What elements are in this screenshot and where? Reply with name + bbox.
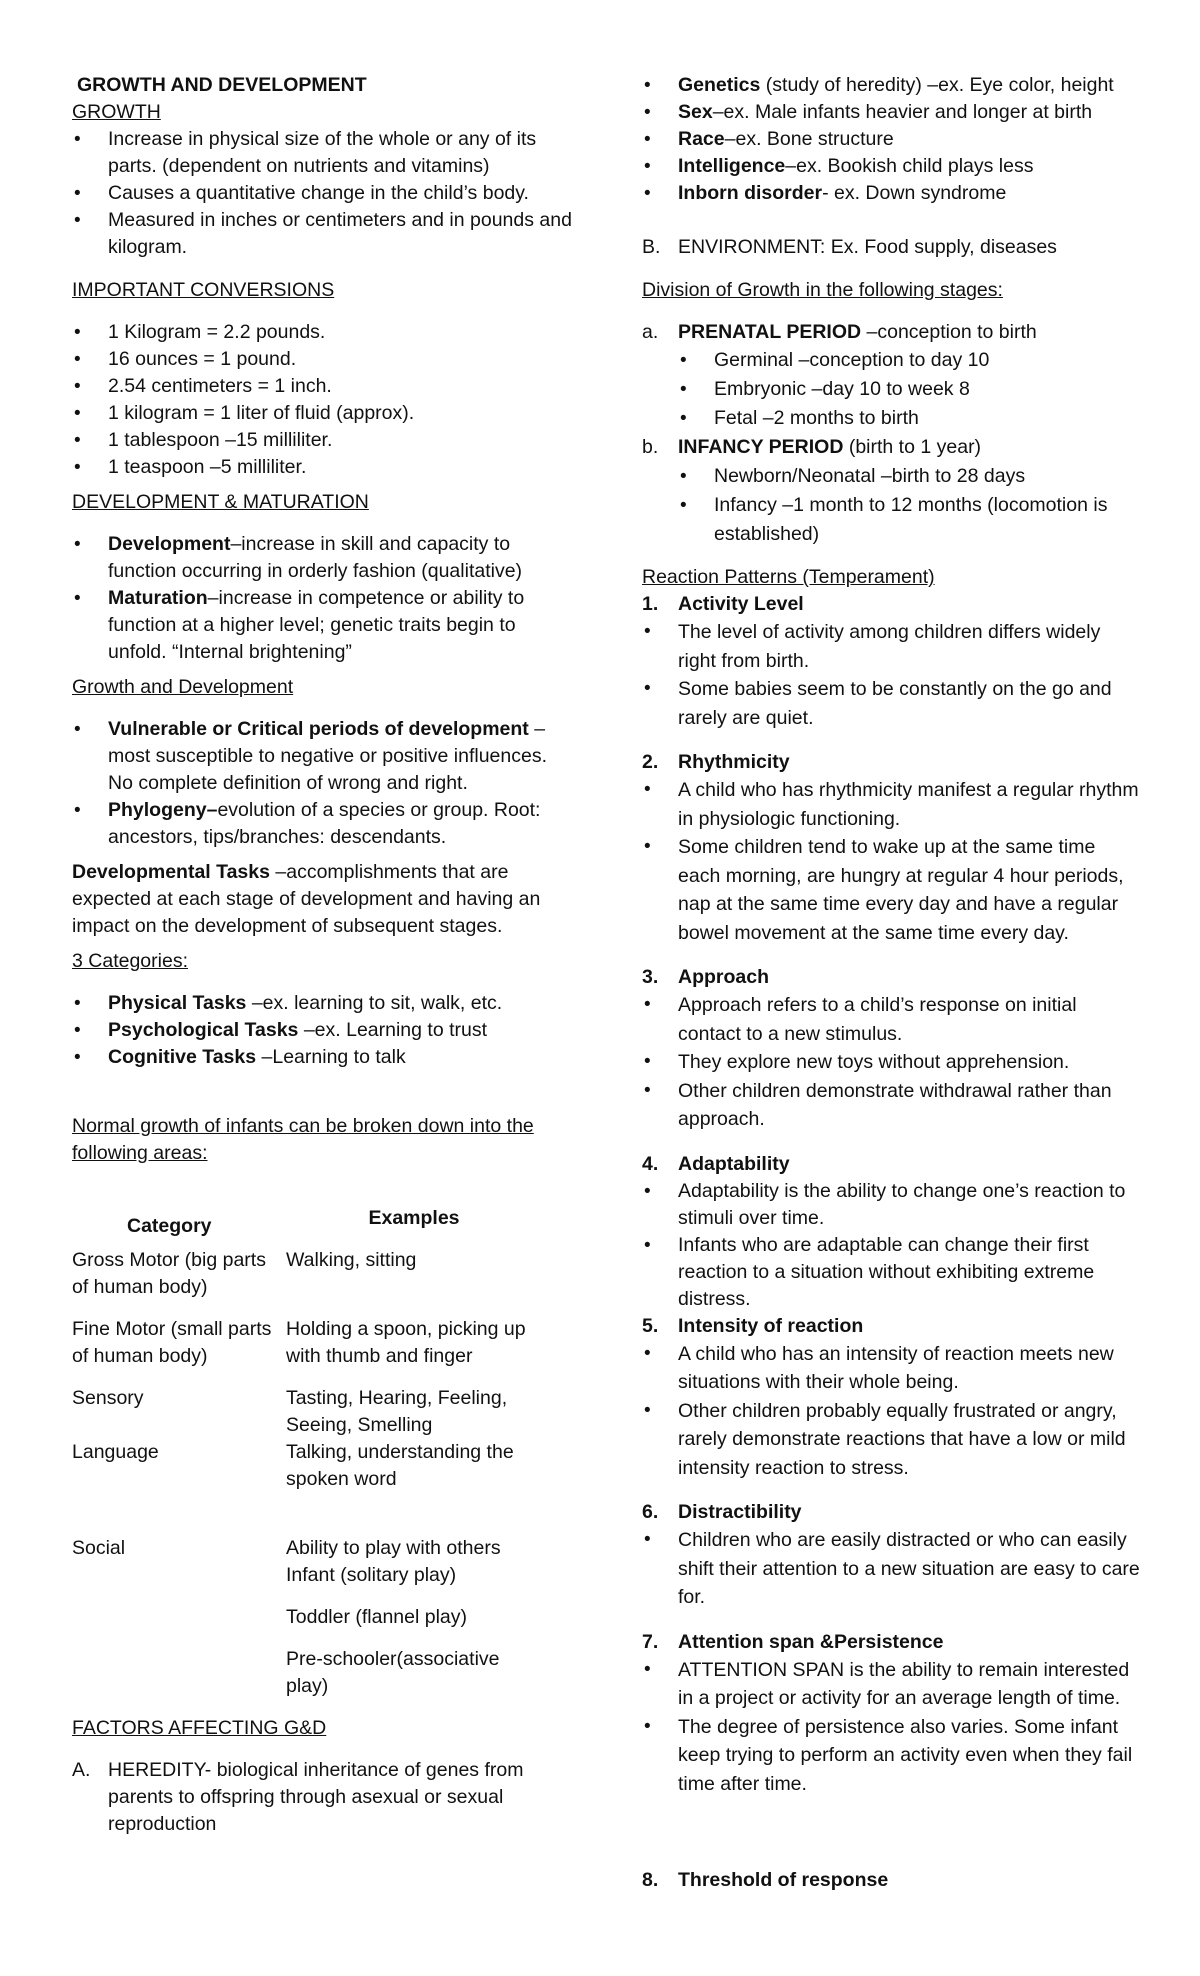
document-title: GROWTH AND DEVELOPMENT xyxy=(77,74,367,96)
list-item xyxy=(642,319,1142,346)
devmat-heading: DEVELOPMENT & MATURATION xyxy=(72,491,369,513)
list-item xyxy=(642,433,1142,462)
list-item: • Infancy –1 month to 12 months (locomotion is established) xyxy=(642,491,1142,549)
definition: –ex. learning to sit, walk, etc. xyxy=(246,992,503,1014)
pattern-title xyxy=(642,591,1142,618)
examples-cell: Tasting, Hearing, Feeling, Seeing, Smelling xyxy=(286,1387,508,1436)
list-item: • Children who are easily distracted or who can easily shift their attention to a new situation are easy to care for. xyxy=(642,1526,1142,1612)
list-item: • Other children probably equally frustrated or angry, rarely demonstrate reactions that have a low or mild intensity reaction to stress. xyxy=(642,1397,1142,1483)
heredity-list xyxy=(642,72,1142,207)
pattern-title-text: Attention span &Persistence xyxy=(678,1630,944,1653)
item-label: A. xyxy=(72,1759,91,1781)
definition: evolution of a species or group. Root: ancestors, tips/branches: descendants. xyxy=(108,799,541,848)
definition: –ex. Male infants heavier and longer at birth xyxy=(712,101,1093,123)
pattern-threshold xyxy=(642,1867,1142,1894)
pattern-items xyxy=(642,991,1142,1134)
list-item: • 2.54 centimeters = 1 inch. xyxy=(72,373,572,400)
list-item: • They explore new toys without apprehension. xyxy=(642,1048,1142,1077)
list-item: • A child who has an intensity of reaction meets new situations with their whole being. xyxy=(642,1340,1142,1397)
factors-list xyxy=(72,1757,572,1838)
list-item: • Measured in inches or centimeters and in pounds and kilogram. xyxy=(72,207,572,261)
pattern-title xyxy=(642,964,1142,991)
pattern-approach xyxy=(642,964,1142,1134)
pattern-number: 2. xyxy=(642,751,659,773)
pattern-items xyxy=(642,776,1142,947)
definition: – most susceptible to negative or positive influences. No complete definition of wrong and right. xyxy=(108,718,547,794)
pattern-items xyxy=(642,1526,1142,1612)
category-cell: Sensory xyxy=(72,1387,144,1409)
list-item: • Embryonic –day 10 to week 8 xyxy=(642,375,1142,404)
left-column xyxy=(72,72,572,1838)
list-item: • The degree of persistence also varies. Some infant keep trying to perform an activity even when they fail time after time. xyxy=(642,1713,1142,1799)
pattern-title-text: Rhythmicity xyxy=(678,751,790,773)
reaction-patterns-heading: Reaction Patterns (Temperament) xyxy=(642,566,935,588)
gd-list xyxy=(72,716,572,851)
pattern-number: 1. xyxy=(642,593,659,615)
list-item xyxy=(642,180,1142,207)
pattern-title-text: Adaptability xyxy=(678,1152,790,1175)
term: Inborn disorder xyxy=(678,182,823,204)
pattern-number: 7. xyxy=(642,1630,659,1653)
definition: –accomplishments that are expected at each stage of development and having an impact on the development of subsequent stages. xyxy=(72,861,541,937)
category-cell: Gross Motor (big parts of human body) xyxy=(72,1249,266,1298)
pattern-items xyxy=(642,618,1142,732)
item-label: B. xyxy=(642,236,661,258)
table-header-row xyxy=(72,1205,542,1247)
pattern-adaptability xyxy=(642,1151,1142,1313)
table-row xyxy=(72,1439,542,1535)
list-item: • Some babies seem to be constantly on the go and rarely are quiet. xyxy=(642,675,1142,732)
table-row xyxy=(72,1535,542,1700)
categories-list xyxy=(72,990,572,1071)
item-label: a. xyxy=(642,321,659,343)
list-item xyxy=(72,1044,572,1071)
growth-areas-table xyxy=(72,1205,542,1700)
pattern-items xyxy=(642,1656,1142,1799)
pattern-rhythmicity xyxy=(642,749,1142,947)
list-item: • The level of activity among children differs widely right from birth. xyxy=(642,618,1142,675)
term: Race xyxy=(678,128,725,150)
list-item: • 1 Kilogram = 2.2 pounds. xyxy=(72,319,572,346)
pattern-title-text: Intensity of reaction xyxy=(678,1314,864,1337)
conversions-list xyxy=(72,319,572,481)
list-item: • Some children tend to wake up at the same time each morning, are hungry at regular 4 hour periods, nap at the same time every day and have a regular bowel movement at the same time every day. xyxy=(642,833,1142,947)
term: INFANCY PERIOD xyxy=(678,436,844,458)
term: Development xyxy=(108,533,231,555)
growth-heading: GROWTH xyxy=(72,101,161,123)
examples-cell: Walking, sitting xyxy=(286,1249,417,1271)
list-item: • A child who has rhythmicity manifest a regular rhythm in physiologic functioning. xyxy=(642,776,1142,833)
term: Sex xyxy=(678,101,713,123)
category-cell: Language xyxy=(72,1441,159,1463)
item-label: b. xyxy=(642,436,659,458)
list-item xyxy=(642,72,1142,99)
examples-cell: Talking, understanding the spoken word xyxy=(286,1441,514,1490)
term: Intelligence xyxy=(678,155,786,177)
pattern-title xyxy=(642,1499,1142,1526)
stages-list xyxy=(642,319,1142,549)
definition: - ex. Down syndrome xyxy=(822,182,1007,204)
pattern-number: 8. xyxy=(642,1869,659,1891)
pattern-title-text: Approach xyxy=(678,966,770,988)
pattern-number: 5. xyxy=(642,1314,659,1337)
pattern-title xyxy=(642,1867,1142,1894)
item-text: ENVIRONMENT: Ex. Food supply, diseases xyxy=(678,236,1057,258)
table-row xyxy=(72,1385,542,1439)
column-header-examples: Examples xyxy=(368,1207,460,1229)
category-cell: Fine Motor (small parts of human body) xyxy=(72,1318,272,1367)
pattern-number: 4. xyxy=(642,1152,659,1175)
term: Psychological Tasks xyxy=(108,1019,299,1041)
list-item xyxy=(642,99,1142,126)
division-heading: Division of Growth in the following stages: xyxy=(642,279,1003,301)
term: Developmental Tasks xyxy=(72,861,270,883)
factors-heading: FACTORS AFFECTING G&D xyxy=(72,1717,327,1739)
developmental-tasks-paragraph xyxy=(72,859,572,940)
infancy-sublist xyxy=(642,462,1142,549)
list-item xyxy=(642,126,1142,153)
growth-list xyxy=(72,126,572,261)
right-column xyxy=(642,72,1142,1894)
pattern-title xyxy=(642,1313,1142,1340)
pattern-intensity xyxy=(642,1313,1142,1483)
list-item: • Infants who are adaptable can change their first reaction to a situation without exhibiting extreme distress. xyxy=(642,1232,1142,1313)
definition: –conception to birth xyxy=(861,321,1037,343)
gd-heading: Growth and Development xyxy=(72,676,294,698)
pattern-items xyxy=(642,1340,1142,1483)
list-item xyxy=(72,1017,572,1044)
examples-cell xyxy=(286,1535,542,1700)
list-item: • Increase in physical size of the whole or any of its parts. (dependent on nutrients and vitamins) xyxy=(72,126,572,180)
term: Phylogeny– xyxy=(108,799,218,821)
list-item xyxy=(72,585,572,666)
list-item xyxy=(72,716,572,797)
pattern-title-text: Threshold of response xyxy=(678,1869,889,1891)
example-line: Ability to play with others Infant (solitary play) xyxy=(286,1537,501,1586)
list-item: • Adaptability is the ability to change one’s reaction to stimuli over time. xyxy=(642,1178,1142,1232)
definition: –ex. Bone structure xyxy=(724,128,894,150)
definition: –increase in competence or ability to function at a higher level; genetic traits begin to unfold. “Internal brightening” xyxy=(108,587,525,663)
term: Physical Tasks xyxy=(108,992,247,1014)
table-row xyxy=(72,1247,542,1316)
list-item: • Approach refers to a child’s response on initial contact to a new stimulus. xyxy=(642,991,1142,1048)
example-line: Toddler (flannel play) xyxy=(286,1606,468,1628)
list-item xyxy=(642,234,1142,261)
pattern-items xyxy=(642,1178,1142,1313)
category-cell: Social xyxy=(72,1537,126,1559)
pattern-title xyxy=(642,749,1142,776)
list-item: • 1 kilogram = 1 liter of fluid (approx). xyxy=(72,400,572,427)
term: Maturation xyxy=(108,587,208,609)
definition: (study of heredity) –ex. Eye color, height xyxy=(760,74,1114,96)
term: Genetics xyxy=(678,74,761,96)
item-text: HEREDITY- biological inheritance of genes from parents to offspring through asexual or sexual reproduction xyxy=(108,1759,524,1835)
pattern-number: 3. xyxy=(642,966,659,988)
examples-cell: Holding a spoon, picking up with thumb and finger xyxy=(286,1318,526,1367)
list-item: • 1 teaspoon –5 milliliter. xyxy=(72,454,572,481)
pattern-attention-span xyxy=(642,1629,1142,1799)
column-header-category: Category xyxy=(127,1214,212,1237)
definition: –increase in skill and capacity to function occurring in orderly fashion (qualitative) xyxy=(108,533,523,582)
prenatal-sublist xyxy=(642,346,1142,433)
list-item: • Newborn/Neonatal –birth to 28 days xyxy=(642,462,1142,491)
normal-growth-heading: Normal growth of infants can be broken down into the following areas: xyxy=(72,1115,534,1164)
list-item xyxy=(72,531,572,585)
term: Vulnerable or Critical periods of development xyxy=(108,718,529,740)
pattern-distractibility xyxy=(642,1499,1142,1612)
pattern-title-text: Activity Level xyxy=(678,593,804,615)
example-line: Pre-schooler(associative play) xyxy=(286,1648,500,1697)
table-row xyxy=(72,1316,542,1385)
conversions-heading: IMPORTANT CONVERSIONS xyxy=(72,279,335,301)
definition: (birth to 1 year) xyxy=(843,436,982,458)
definition: –ex. Bookish child plays less xyxy=(785,155,1034,177)
pattern-title-text: Distractibility xyxy=(678,1501,802,1523)
pattern-number: 6. xyxy=(642,1501,659,1523)
definition: –ex. Learning to trust xyxy=(298,1019,488,1041)
list-item xyxy=(72,797,572,851)
definition: –Learning to talk xyxy=(256,1046,406,1068)
categories-heading: 3 Categories: xyxy=(72,950,188,972)
list-item: • Fetal –2 months to birth xyxy=(642,404,1142,433)
pattern-title xyxy=(642,1151,1142,1178)
list-item: • 16 ounces = 1 pound. xyxy=(72,346,572,373)
list-item: • Causes a quantitative change in the child’s body. xyxy=(72,180,572,207)
pattern-title xyxy=(642,1629,1142,1656)
term: PRENATAL PERIOD xyxy=(678,321,862,343)
list-item: • Germinal –conception to day 10 xyxy=(642,346,1142,375)
environment-list xyxy=(642,234,1142,261)
list-item xyxy=(72,990,572,1017)
list-item: • ATTENTION SPAN is the ability to remain interested in a project or activity for an average length of time. xyxy=(642,1656,1142,1713)
list-item xyxy=(72,1757,572,1838)
pattern-activity-level xyxy=(642,591,1142,732)
term: Cognitive Tasks xyxy=(108,1046,257,1068)
list-item: • Other children demonstrate withdrawal rather than approach. xyxy=(642,1077,1142,1134)
list-item: • 1 tablespoon –15 milliliter. xyxy=(72,427,572,454)
list-item xyxy=(642,153,1142,180)
devmat-list xyxy=(72,531,572,666)
